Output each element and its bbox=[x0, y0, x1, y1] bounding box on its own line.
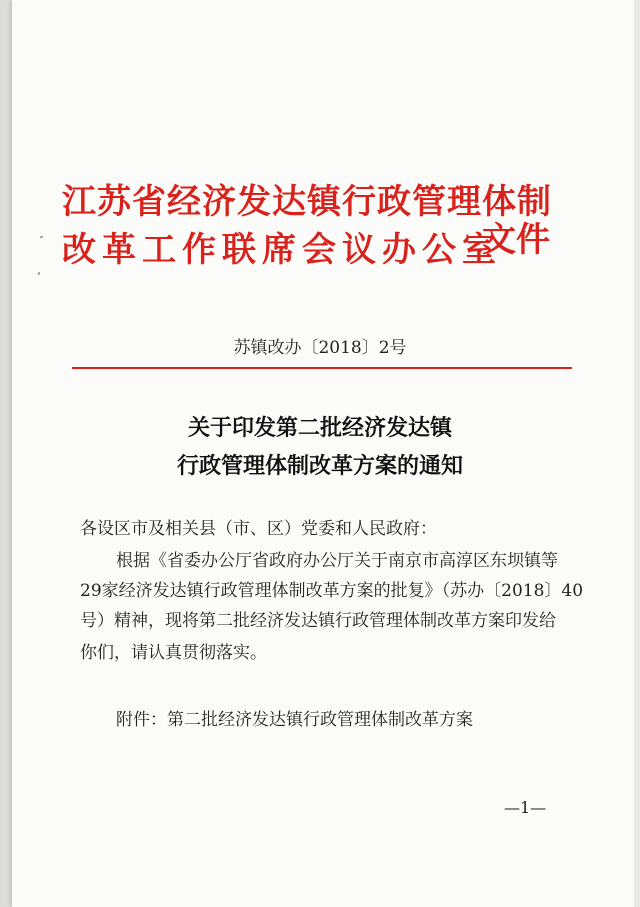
document-title-line2: 行政管理体制改革方案的通知 bbox=[176, 453, 463, 479]
issuing-organization-line1: 江苏省经济发达镇行政管理体制 bbox=[62, 182, 552, 222]
issuing-organization-line2: 改革工作联席会议办公室 bbox=[62, 230, 502, 270]
document-number: 苏镇改办〔2018〕2号 bbox=[233, 338, 407, 358]
paragraph-line: 29家经济发达镇行政管理体制改革方案的批复》（苏办〔2018〕40 bbox=[80, 581, 584, 601]
attachment-note: 附件：第二批经济发达镇行政管理体制改革方案 bbox=[116, 710, 473, 730]
document-title-line1: 关于印发第二批经济发达镇 bbox=[187, 415, 452, 441]
paragraph-line: 号）精神，现将第二批经济发达镇行政管理体制改革方案印发给 bbox=[80, 611, 556, 631]
paragraph-line: 你们，请认真贯彻落实。 bbox=[80, 643, 267, 663]
margin-speck bbox=[38, 272, 40, 275]
paragraph-line: 根据《省委办公厅省政府办公厅关于南京市高淳区东坝镇等 bbox=[116, 551, 558, 571]
margin-speck bbox=[40, 236, 43, 238]
document-type-label: 文件 bbox=[482, 220, 550, 260]
salutation: 各设区市及相关县（市、区）党委和人民政府： bbox=[80, 519, 437, 539]
red-divider-line bbox=[72, 367, 572, 369]
page-number: —1— bbox=[504, 798, 547, 817]
